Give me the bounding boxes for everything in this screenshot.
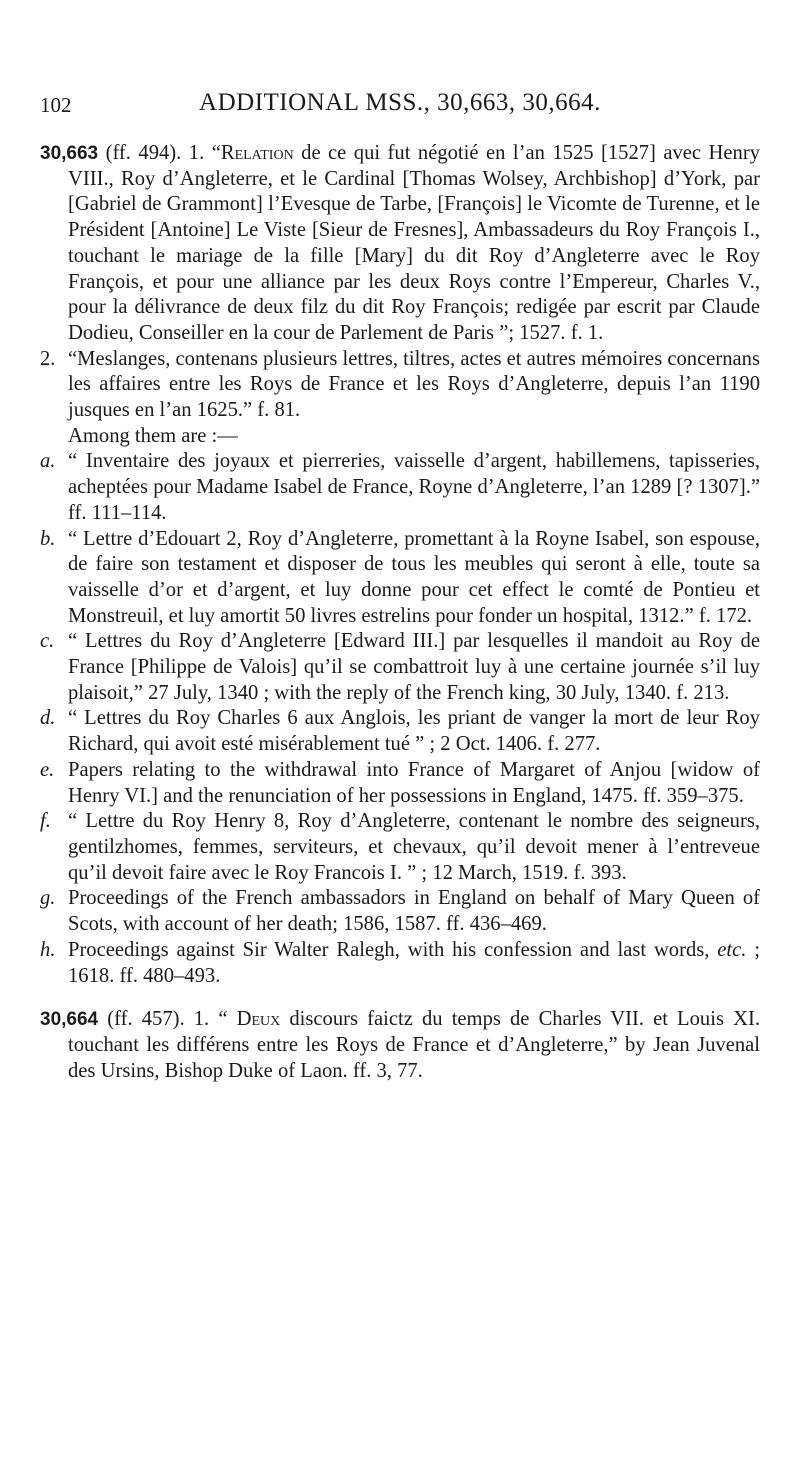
- entry-folios: (ff. 494).: [105, 142, 182, 164]
- item-label: 1.: [188, 142, 205, 164]
- item-text: de ce qui fut négotié en l’an 1525 [1527] avec Henry VIII., Roy d’Angleterre, et le Cardinal [Thomas Wolsey, Archbishop] d’York, par [Gabriel de Grammont] l’Evesque de Tarbe, [François] le Vicomte de Turenne, et le Président [Antoine] Le Viste [Sieur de Fresnes], Ambassadeurs du Roy François I., touchant le mariage de la fille [Mary] du dit Roy d’Angleterre avec le Roy François, et pour une alliance par les deux Roys contre l’Empereur, Charles V., pour la délivrance de deux filz du dit Roy François; redigée par escrit par Claude Dodieu, Conseiller en la cour de Parlement de Paris ”; 1527. f. 1.: [68, 142, 760, 344]
- item-label: g.: [40, 887, 56, 910]
- item-text: “ Lettre d’Edouart 2, Roy d’Angleterre, promettant à la Royne Isabel, son espouse, de faire son testament et disposer de tous les meubles qui seront à elle, toute sa vaisselle d’or et d’argent, et luy donne pour cet effect le comté de Pontieu et Monstreuil, et luy amortit 50 livres estrelins pour fonder un hospital, 1312.” f. 172.: [68, 527, 760, 627]
- item-label: a.: [40, 450, 56, 473]
- item-label: 1.: [193, 1008, 210, 1031]
- entry-number: 30,664: [40, 1009, 99, 1031]
- sub-item: [40, 758, 760, 809]
- sub-item: [40, 449, 760, 526]
- page-header: [40, 89, 760, 125]
- entry-item: [40, 1007, 760, 1084]
- item-text: “ Lettres du Roy Charles 6 aux Anglois, les priant de vanger la mort de leur Roy Richard, qui avoit esté misérablement tué ” ; 2 Oct. 1406. f. 277.: [68, 707, 760, 756]
- item-label: h.: [40, 938, 56, 961]
- sub-item: [40, 629, 760, 706]
- item-text-after: ; 1618. ff. 480–493.: [68, 938, 760, 987]
- smallcaps-word: Deux: [236, 1008, 281, 1031]
- entry-item: [40, 347, 760, 424]
- open-quote: “: [218, 1008, 237, 1031]
- etc-italic: etc.: [717, 938, 747, 961]
- item-label: 2.: [40, 347, 56, 370]
- item-text: “ Lettres du Roy d’Angleterre [Edward III.] par lesquelles il mandoit au Roy de France [Philippe de Valois] qu’il se combattroit luy à une certaine journée s’il luy plaisoit,” 27 July, 1340 ; with the reply of the French king, 30 July, 1340. f. 213.: [68, 630, 760, 704]
- page-number: 102: [40, 93, 72, 117]
- item-text: Proceedings against Sir Walter Ralegh, with his confession and last words,: [68, 938, 718, 961]
- sub-item: [40, 938, 760, 989]
- among-note: Among them are :—: [68, 424, 238, 447]
- item-text: “ Inventaire des joyaux et pierreries, vaisselle d’argent, habillemens, tapisseries, acheptées pour Madame Isabel de France, Royne d’Angleterre, l’an 1289 [? 1307].” ff. 111–114.: [68, 450, 760, 524]
- open-quote: “: [211, 142, 221, 164]
- item-text: Proceedings of the French ambassadors in England on behalf of Mary Queen of Scots, with account of her death; 1586, 1587. ff. 436–469.: [68, 887, 760, 936]
- running-title: ADDITIONAL MSS., 30,663, 30,664.: [199, 89, 601, 116]
- item-text: Papers relating to the withdrawal into France of Margaret of Anjou [widow of Henry VI.] and the renunciation of her possessions in England, 1475. ff. 359–375.: [68, 758, 760, 807]
- sub-item: [40, 706, 760, 757]
- entry-folios: (ff. 457).: [107, 1008, 185, 1031]
- item-label: f.: [40, 810, 51, 833]
- sub-item: [40, 809, 760, 886]
- item-text: discours faictz du temps de Charles VII. et Louis XI. touchant les différens entre les Roys de France et d’Angleterre,” by Jean Juvenal des Ursins, Bishop Duke of Laon. ff. 3, 77.: [68, 1008, 760, 1082]
- sub-item: [40, 886, 760, 937]
- entry-number: 30,663: [40, 143, 99, 164]
- entry-item: [40, 141, 760, 347]
- item-label: d.: [40, 707, 56, 730]
- item-label: b.: [40, 527, 56, 550]
- item-label: e.: [40, 758, 55, 781]
- catalogue-text: [40, 141, 760, 1084]
- item-text: “ Lettre du Roy Henry 8, Roy d’Angleterre, contenant le nombre des seigneurs, gentilzhomes, femmes, serviteurs, et chevaux, qu’il devoit mener à l’entreveue qu’il devoit faire avec le Roy Francois I. ” ; 12 March, 1519. f. 393.: [68, 810, 760, 884]
- item-label: c.: [40, 630, 55, 653]
- sub-item: [40, 527, 760, 630]
- catalogue-entry-30664: [40, 1007, 760, 1084]
- smallcaps-word: Relation: [220, 142, 294, 164]
- item-text: “Meslanges, contenans plusieurs lettres, tiltres, actes et autres mémoires concernans les affaires entre les Roys de France et les Roys d’Angleterre, depuis l’an 1190 jusques en l’an 1625.” f. 81.: [68, 347, 760, 422]
- catalogue-entry-30663: [40, 141, 760, 989]
